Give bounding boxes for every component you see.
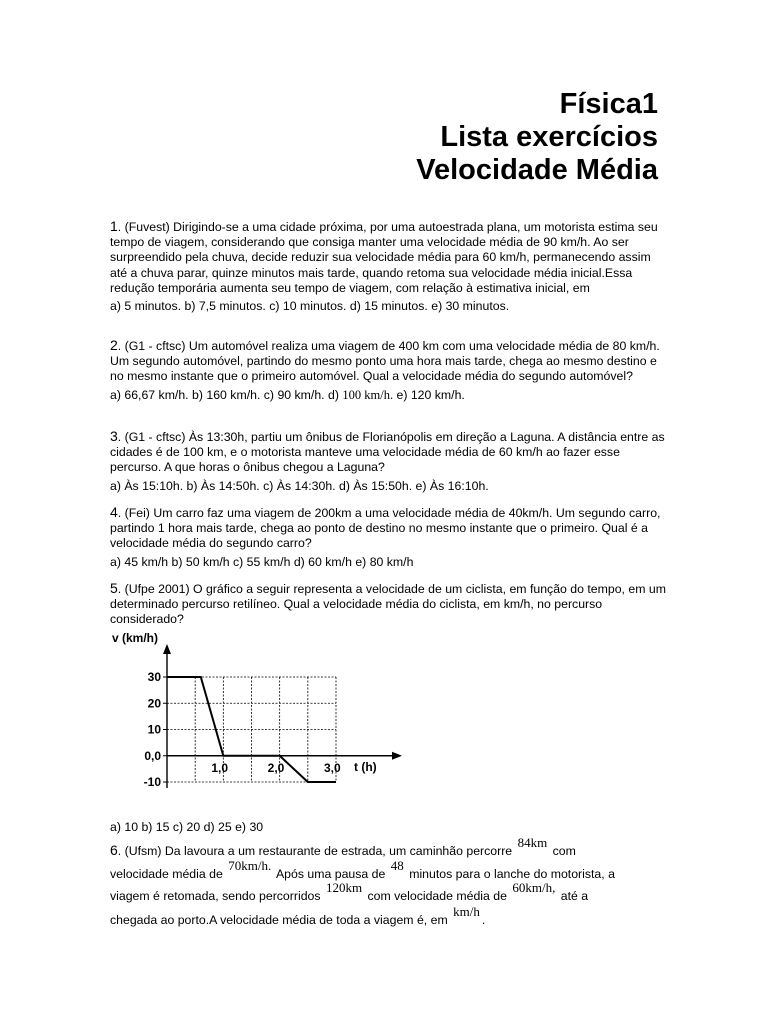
question-text: viagem é retomada, sendo percorridos: [110, 889, 321, 903]
question-number: 2: [110, 337, 118, 353]
question-5: [110, 581, 670, 628]
question-4: [110, 505, 670, 570]
y-tick-label: 20: [147, 696, 161, 711]
answer-options-a-c: a) 66,67 km/h. b) 160 km/h. c) 90 km/h. d): [110, 387, 343, 402]
question-number: 4: [110, 504, 118, 520]
question-text: chegada ao porto.A velocidade média de toda a viagem é, em: [110, 913, 448, 927]
value-speed-2: 60km/h,: [512, 880, 556, 895]
question-text: .: [481, 913, 486, 927]
question-text: . (Fuvest) Dirigindo-se a uma cidade próxima, por uma autoestrada plana, um motorista estima seu tempo de viagem, considerando que consiga manter uma velocidade média de 90 km/h. Ao ser surpreendido pela chuva, decide reduzir sua velocidade média para 60 km/h, permanecendo assim até a chuva parar, quinze minutos mais tarde, quando retoma sua velocidade média inicial.Essa redução temporária aumenta seu tempo de viagem, com relação à estimativa inicial, em: [110, 220, 658, 295]
velocity-time-chart: [110, 628, 410, 806]
x-axis-label: t (h): [354, 760, 377, 774]
question-text: . (Ufpe 2001) O gráfico a seguir representa a velocidade de um ciclista, em função do tempo, em um determinado percurso retilíneo. Qual a velocidade média do ciclista, em km/h, no percurso considerado?: [110, 582, 666, 627]
x-tick-label: 3,0: [324, 760, 341, 775]
y-axis-arrow-icon: [163, 644, 171, 654]
answer-options: a) Às 15:10h. b) Às 14:50h. c) Às 14:30h. d) Às 15:50h. e) Às 16:10h.: [110, 478, 489, 493]
y-tick-label: 0,0: [144, 748, 161, 763]
y-tick-label: 30: [147, 670, 161, 684]
question-number: 6: [110, 842, 118, 858]
value-pause: 48: [390, 858, 404, 873]
y-tick-label: 10: [147, 722, 161, 737]
q6-line-4: [110, 904, 486, 928]
y-axis-label: v (km/h): [112, 631, 159, 645]
value-distance-1: 84km: [517, 835, 548, 850]
question-text: velocidade média de: [110, 867, 223, 881]
question-1: [110, 219, 670, 314]
title-line-1: Física1: [559, 88, 658, 120]
question-text: Após uma pausa de: [275, 867, 386, 881]
question-number: 1: [110, 218, 118, 234]
question-text: . (Fei) Um carro faz uma viagem de 200km a uma velocidade média de 40km/h. Um segundo carro, partindo 1 hora mais tarde, chega ao ponto de destino no mesmo instante que o primeiro. Qual é a velocidade média do segundo carro?: [110, 506, 661, 551]
q6-line-1: [110, 835, 576, 859]
question-number: 5: [110, 580, 118, 596]
value-unit: km/h: [453, 904, 480, 919]
question-3: [110, 429, 670, 494]
question-text: até a: [560, 889, 589, 903]
q6-line-3: [110, 880, 589, 904]
y-tick-label: -10: [143, 775, 161, 789]
answer-options: [110, 388, 670, 403]
x-axis-arrow-icon: [392, 752, 402, 760]
x-tick-label: 1,0: [211, 760, 229, 775]
answer-options: a) 5 minutos. b) 7,5 minutos. c) 10 minutos. d) 15 minutos. e) 30 minutos.: [110, 299, 510, 314]
answer-option-d: 100 km/h.: [342, 387, 394, 402]
question-text: minutos para o lanche do motorista, a: [409, 867, 615, 881]
answer-options: a) 45 km/h b) 50 km/h c) 55 km/h d) 60 km/h e) 80 km/h: [110, 554, 414, 569]
question-text: . (G1 - cftsc) Às 13:30h, partiu um ônibus de Florianópolis em direção a Laguna. A distância entre as cidades é de 100 km, e o motorista manteve uma velocidade média de 60 km/h ao fazer esse percurso. A que horas o ônibus chegou a Laguna?: [110, 430, 665, 475]
title-line-3: Velocidade Média: [416, 154, 658, 186]
answer-options: a) 10 b) 15 c) 20 d) 25 e) 30: [110, 820, 264, 835]
question-text: com: [552, 844, 576, 858]
document-title: [416, 88, 658, 187]
question-text: com velocidade média de: [367, 889, 507, 903]
question-text: . (Ufsm) Da lavoura a um restaurante de estrada, um caminhão percorre: [117, 844, 513, 858]
x-tick-label: 2,0: [267, 760, 285, 775]
question-number: 3: [110, 428, 118, 444]
question-text: . (G1 - cftsc) Um automóvel realiza uma viagem de 400 km com uma velocidade média de 80 km/h. Um segundo automóvel, partindo do mesmo ponto uma hora mais tarde, chega ao mesmo destino e no mesmo instante que o primeiro automóvel. Qual a velocidade média do segundo automóvel?: [110, 339, 660, 384]
answer-option-e: e) 120 km/h.: [393, 387, 465, 402]
value-speed-1: 70km/h.: [228, 858, 272, 873]
title-line-2: Lista exercícios: [440, 121, 658, 153]
chart-grid: [167, 677, 336, 782]
question-2: [110, 338, 670, 403]
value-distance-2: 120km: [325, 880, 363, 895]
